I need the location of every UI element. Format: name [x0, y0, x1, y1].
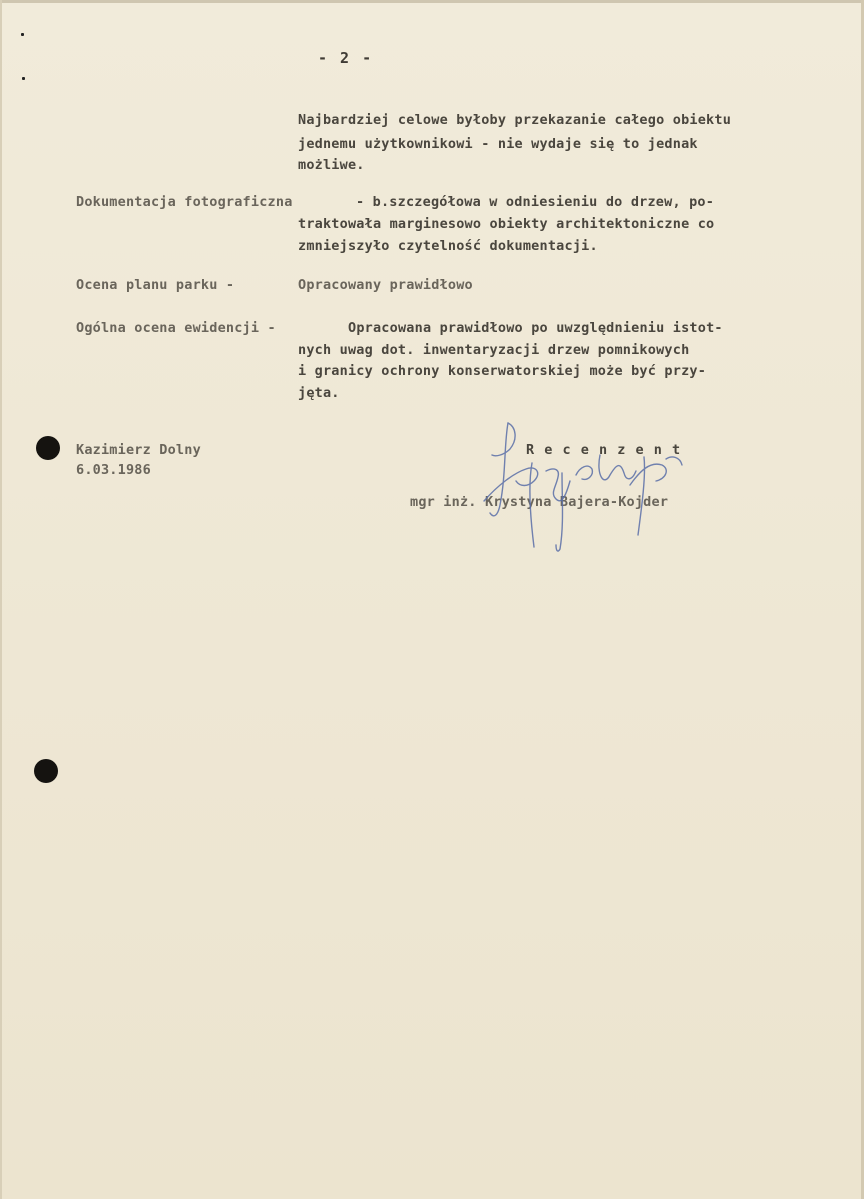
paragraph-1-line-2: jednemu użytkownikowi - nie wydaje się to jednak	[298, 136, 698, 152]
punch-hole-icon	[34, 759, 58, 783]
paragraph-2-line-3: zmniejszyło czytelność dokumentacji.	[298, 238, 598, 254]
paper-edge-left	[0, 0, 2, 1199]
punch-hole-icon	[36, 436, 60, 460]
paragraph-2-line-1: - b.szczegółowa w odniesieniu do drzew, po-	[356, 194, 715, 210]
ink-speck	[21, 33, 24, 36]
paragraph-4-line-4: jęta.	[298, 385, 340, 401]
handwritten-signature	[470, 415, 690, 555]
section-label-photo-documentation: Dokumentacja fotograficzna	[76, 194, 293, 210]
reviewer-name: mgr inż. Krystyna Bajera-Kojder	[410, 494, 669, 510]
section-label-overall-assessment: Ogólna ocena ewidencji -	[76, 320, 276, 336]
reviewer-heading: R e c e n z e n t	[526, 442, 682, 458]
paragraph-1-line-1: Najbardziej celowe byłoby przekazanie całego obiektu	[298, 112, 732, 128]
paragraph-4-line-2: nych uwag dot. inwentaryzacji drzew pomnikowych	[298, 342, 690, 358]
ink-speck	[22, 77, 25, 80]
paragraph-3-line-1: Opracowany prawidłowo	[298, 277, 473, 293]
paragraph-4-line-3: i granicy ochrony konserwatorskiej może być przy-	[298, 363, 707, 379]
paper-edge-top	[0, 0, 864, 3]
date: 6.03.1986	[76, 462, 151, 478]
place: Kazimierz Dolny	[76, 442, 201, 458]
paragraph-2-line-2: traktowała marginesowo obiekty architektoniczne co	[298, 216, 715, 232]
section-label-park-plan: Ocena planu parku -	[76, 277, 235, 293]
paragraph-4-line-1: Opracowana prawidłowo po uwzględnieniu istot-	[348, 320, 723, 336]
page-number: - 2 -	[318, 49, 374, 67]
paragraph-1-line-3: możliwe.	[298, 157, 365, 173]
